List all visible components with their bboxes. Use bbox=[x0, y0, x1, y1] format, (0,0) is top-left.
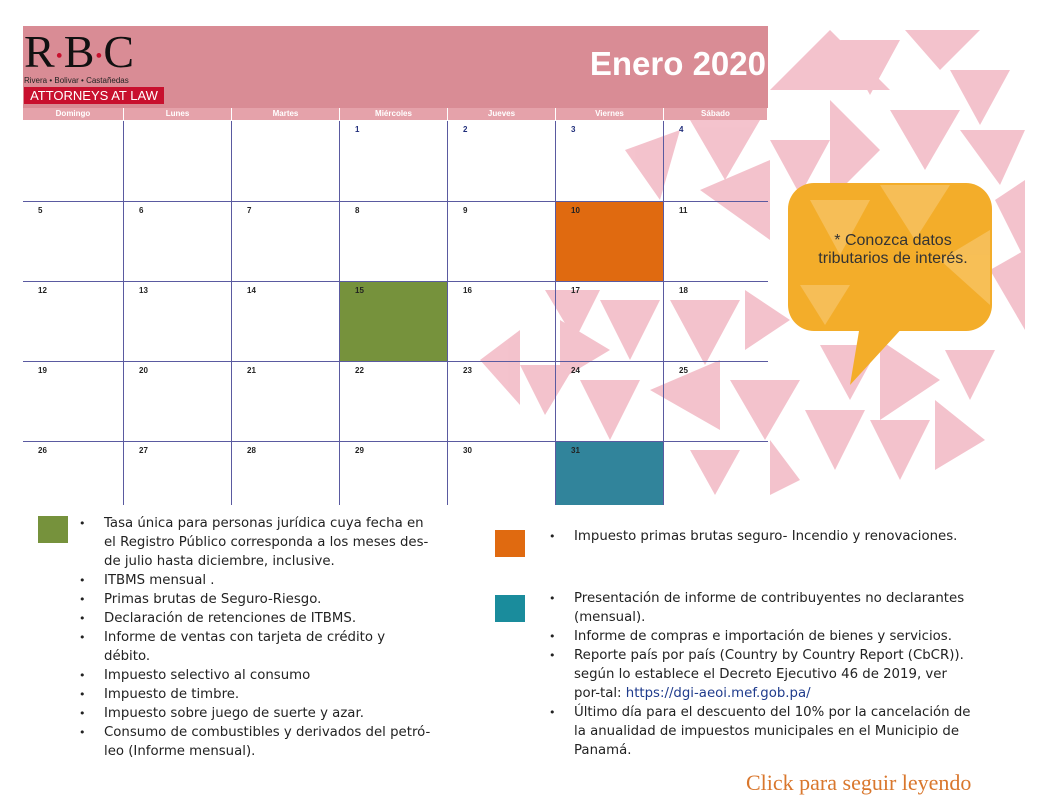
day-number: 3 bbox=[571, 125, 576, 134]
green-legend-list bbox=[79, 514, 431, 761]
legend-item: • Tasa única para personas jurídica cuya fecha en el Registro Público corresponda a los meses des-de julio hasta diciembre, inclusive. bbox=[79, 514, 431, 571]
logo-separator: • bbox=[55, 45, 64, 68]
day-number: 11 bbox=[679, 206, 688, 215]
logo-letter: C bbox=[103, 26, 136, 77]
legend-item: • Presentación de informe de contribuyentes no declarantes (mensual). bbox=[549, 589, 974, 627]
day-header: Domingo bbox=[23, 108, 124, 120]
legend-item: • Consumo de combustibles y derivados del petró-leo (Informe mensual). bbox=[79, 723, 431, 761]
legend-item: • Impuesto primas brutas seguro- Incendio y renovaciones. bbox=[549, 527, 974, 546]
day-number: 5 bbox=[38, 206, 43, 215]
legend-item: • Impuesto de timbre. bbox=[79, 685, 431, 704]
day-number: 14 bbox=[247, 286, 256, 295]
legend-item: • Primas brutas de Seguro-Riesgo. bbox=[79, 590, 431, 609]
day-number: 24 bbox=[571, 366, 580, 375]
day-number: 12 bbox=[38, 286, 47, 295]
callout-text: * Conozca datos tributarios de interés. bbox=[818, 232, 968, 267]
day-number: 23 bbox=[463, 366, 472, 375]
day-number: 31 bbox=[571, 446, 580, 455]
legend-item: • Impuesto selectivo al consumo bbox=[79, 666, 431, 685]
day-header: Miércoles bbox=[340, 108, 448, 120]
day-number: 27 bbox=[139, 446, 148, 455]
day-number: 15 bbox=[355, 286, 364, 295]
calendar-title: Enero 2020 bbox=[589, 45, 766, 82]
day-number: 9 bbox=[463, 206, 468, 215]
day-number: 18 bbox=[679, 286, 688, 295]
logo-letter: R bbox=[24, 26, 56, 77]
legend-item: • Último día para el descuento del 10% por la cancelación de la anualidad de impuestos municipales en el Municipio de Panamá. bbox=[549, 703, 974, 760]
day-header: Viernes bbox=[556, 108, 664, 120]
day-number: 30 bbox=[463, 446, 472, 455]
legend-item: • Informe de compras e importación de bienes y servicios. bbox=[549, 627, 974, 646]
teal-swatch bbox=[495, 595, 525, 622]
day-number: 28 bbox=[247, 446, 256, 455]
day-header: Jueves bbox=[448, 108, 556, 120]
day-number: 7 bbox=[247, 206, 252, 215]
legend-item bbox=[549, 646, 974, 703]
logo-separator: • bbox=[95, 45, 104, 68]
orange-swatch bbox=[495, 530, 525, 557]
legend-item: • Declaración de retenciones de ITBMS. bbox=[79, 609, 431, 628]
day-number: 13 bbox=[139, 286, 148, 295]
day-number: 4 bbox=[679, 125, 684, 134]
logo-subtitle: Rivera • Bolivar • Castañedas bbox=[24, 76, 129, 85]
day-number: 25 bbox=[679, 366, 688, 375]
green-swatch bbox=[38, 516, 68, 543]
day-number: 6 bbox=[139, 206, 144, 215]
day-number: 2 bbox=[463, 125, 468, 134]
logo-attorneys-band: ATTORNEYS AT LAW bbox=[24, 87, 164, 104]
day-header: Sábado bbox=[664, 108, 768, 120]
logo-letter: B bbox=[63, 26, 96, 77]
legend-item: • Informe de ventas con tarjeta de crédito y débito. bbox=[79, 628, 431, 666]
day-number: 21 bbox=[247, 366, 256, 375]
orange-legend-list bbox=[549, 527, 974, 546]
day-number: 20 bbox=[139, 366, 148, 375]
legend-item: • ITBMS mensual . bbox=[79, 571, 431, 590]
day-header: Martes bbox=[232, 108, 340, 120]
day-number: 22 bbox=[355, 366, 364, 375]
cbcr-text: Reporte país por país (Country by Country Report (CbCR)). según lo establece el Decreto Ejecutivo 46 de 2019, ver por-tal: bbox=[574, 648, 964, 701]
day-number: 1 bbox=[355, 125, 360, 134]
read-more-link[interactable]: Click para seguir leyendo bbox=[746, 770, 972, 795]
day-number: 10 bbox=[571, 206, 580, 215]
day-header: Lunes bbox=[124, 108, 232, 120]
day-number: 16 bbox=[463, 286, 472, 295]
day-number: 17 bbox=[571, 286, 580, 295]
day-number: 19 bbox=[38, 366, 47, 375]
legend-item: • Impuesto sobre juego de suerte y azar. bbox=[79, 704, 431, 723]
day-number: 29 bbox=[355, 446, 364, 455]
day-number: 26 bbox=[38, 446, 47, 455]
teal-legend-list bbox=[549, 589, 974, 760]
day-number: 8 bbox=[355, 206, 360, 215]
dgi-portal-link[interactable]: https://dgi-aeoi.mef.gob.pa/ bbox=[625, 686, 811, 701]
